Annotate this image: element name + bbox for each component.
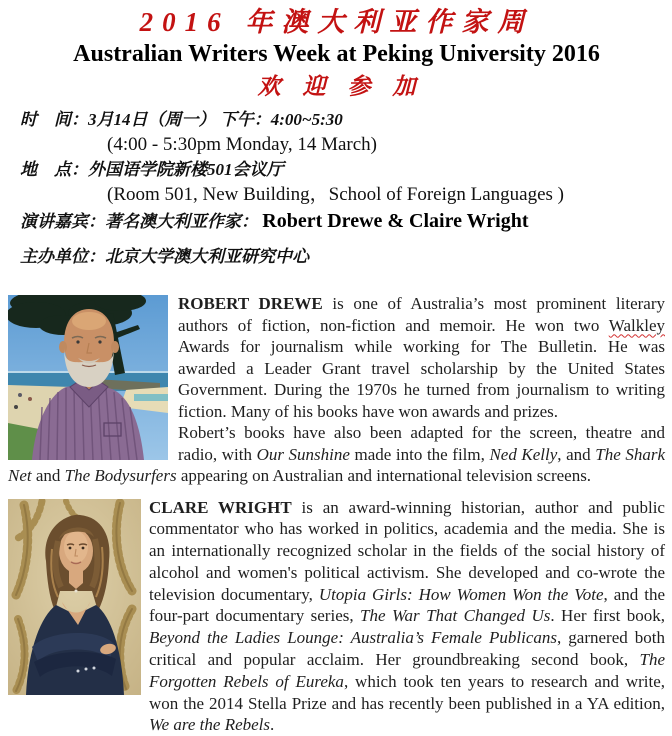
host-value-cn: 北京大学澳大利亚研究中心: [105, 247, 309, 266]
speakers-label: 演讲嘉宾：: [20, 212, 105, 231]
clare-wright-photo-illustration: [8, 499, 141, 695]
venue-row: [20, 157, 665, 182]
event-details: [20, 107, 665, 269]
host-row: [20, 244, 665, 269]
venue-value-cn: 外国语学院新楼501会议厅: [88, 160, 284, 179]
host-label: 主办单位：: [20, 247, 105, 266]
welcome-line: 欢迎参加: [8, 71, 665, 103]
speakers-value-cn: 著名澳大利亚作家：: [105, 212, 258, 231]
time-row-english: (4:00 - 5:30pm Monday, 14 March): [107, 132, 665, 157]
robert-paragraph-2: Robert’s books have also been adapted for the screen, theatre and radio, with Our Sunshine made into the film, Ned Kelly, and The Shark Net and The Bodysurfers appearing on Australian and international television screens.: [8, 422, 665, 487]
clare-wright-photo: [8, 499, 141, 695]
robert-drewe-photo: [8, 295, 168, 460]
time-row: [20, 107, 665, 132]
speakers-row: [20, 207, 665, 236]
clare-bio-text: [149, 497, 665, 736]
title-english: Australian Writers Week at Peking University 2016: [8, 39, 665, 69]
title-chinese: 2016 年澳大利亚作家周: [8, 5, 665, 39]
robert-paragraph-1: ROBERT DREWE is one of Australia’s most prominent literary authors of fiction, non-fiction and memoir. He won two Walkley Awards for journalism while working for The Bulletin. He was awarded a Leader Grant travel scholarship by the United States Government. During the 1970s he turned from journalism to writing fiction. Many of his books have won awards and prizes.: [8, 293, 665, 422]
speakers-names: Robert Drewe & Claire Wright: [262, 210, 528, 232]
bio-clare-wright: [8, 497, 665, 736]
bio-robert-drewe: [8, 293, 665, 487]
time-label: 时 间：: [20, 110, 88, 129]
venue-row-english: (Room 501, New Building，School of Foreign Languages ): [107, 182, 665, 207]
venue-label: 地 点：: [20, 160, 88, 179]
clare-paragraph-1: CLARE WRIGHT is an award-winning historian, author and public commentator who has worked in politics, academia and the media. She is an internationally recognized scholar in the fields of the social history of alcohol and women's political activism. She developed and co-wrote the television documentary, Utopia Girls: How Women Won the Vote, and the four-part documentary series, The War That Changed Us. Her first book, Beyond the Ladies Lounge: Australia’s Female Publicans, garnered both critical and popular acclaim. Her groundbreaking second book, The Forgotten Rebels of Eureka, which took ten years to research and write, won the 2014 Stella Prize and has recently been published in a YA edition, We are the Rebels.: [149, 497, 665, 736]
robert-drewe-photo-illustration: [8, 295, 168, 460]
time-value-cn: 3月14日（周一） 下午：4:00~5:30: [88, 110, 343, 129]
